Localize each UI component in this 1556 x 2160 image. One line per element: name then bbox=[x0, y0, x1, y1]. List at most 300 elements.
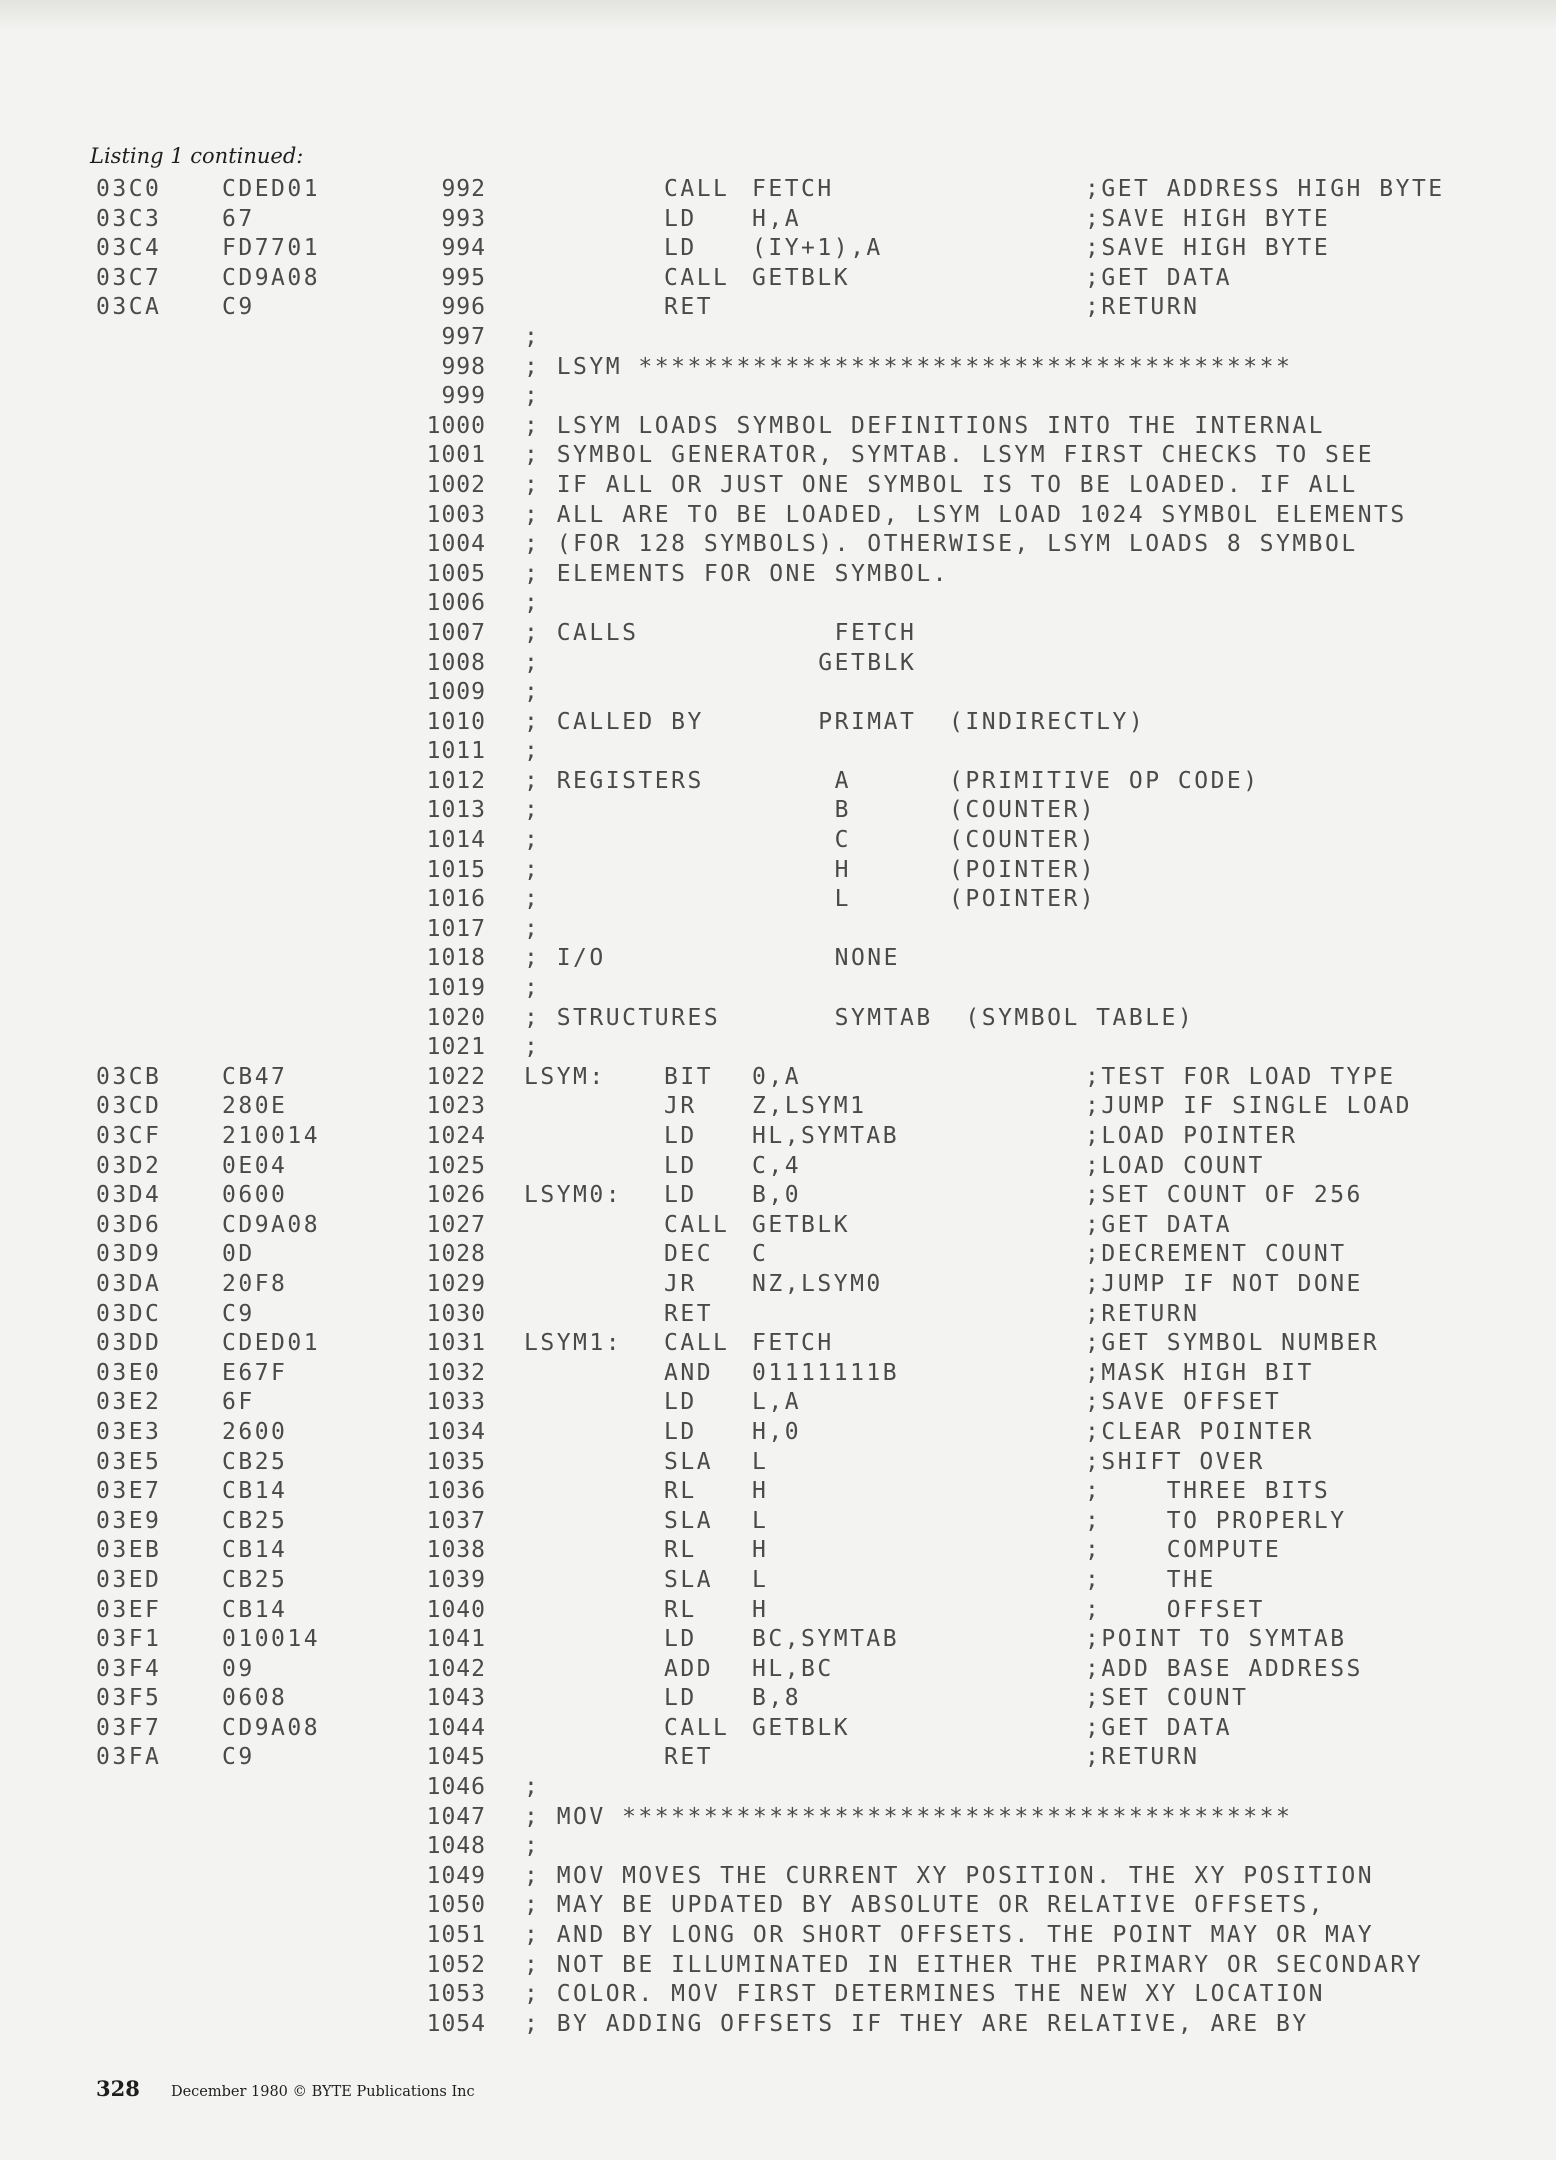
object-code: 0600 bbox=[222, 1182, 288, 1209]
comment: ;SAVE OFFSET bbox=[1085, 1389, 1282, 1416]
listing-row bbox=[0, 530, 1556, 560]
mnemonic: LD bbox=[664, 1123, 697, 1149]
listing-row bbox=[0, 175, 1556, 205]
object-code: CB25 bbox=[222, 1566, 288, 1593]
comment: ; TO PROPERLY bbox=[1085, 1507, 1347, 1534]
comment-text: ; ELEMENTS FOR ONE SYMBOL. bbox=[524, 560, 950, 587]
line-number: 997 bbox=[441, 323, 486, 350]
comment: ;TEST FOR LOAD TYPE bbox=[1085, 1063, 1396, 1090]
object-code: 0E04 bbox=[222, 1152, 288, 1179]
listing-row bbox=[0, 441, 1556, 471]
address: 03CD bbox=[96, 1093, 162, 1120]
line-number: 1024 bbox=[426, 1123, 486, 1149]
operand: H bbox=[752, 1537, 769, 1564]
line-number: 1052 bbox=[426, 1951, 486, 1978]
listing-row bbox=[0, 471, 1556, 501]
line-number: 992 bbox=[441, 176, 486, 202]
line-number: 1038 bbox=[426, 1537, 486, 1564]
mnemonic: LD bbox=[664, 1152, 697, 1179]
listing-row bbox=[0, 767, 1556, 797]
operand: HL,SYMTAB bbox=[752, 1123, 900, 1149]
address: 03DD bbox=[96, 1330, 162, 1357]
comment-text: ; CALLS FETCH bbox=[524, 619, 917, 646]
listing-row bbox=[0, 1240, 1556, 1270]
listing-row bbox=[0, 678, 1556, 708]
comment: ;GET DATA bbox=[1085, 1211, 1233, 1238]
line-number: 1000 bbox=[426, 412, 486, 439]
comment-text: ; SYMBOL GENERATOR, SYMTAB. LSYM FIRST CHECKS TO SEE bbox=[524, 442, 1375, 469]
listing-row bbox=[0, 2010, 1556, 2040]
address: 03DC bbox=[96, 1300, 162, 1327]
mnemonic: BIT bbox=[664, 1063, 714, 1090]
line-number: 1026 bbox=[426, 1182, 486, 1209]
address: 03E7 bbox=[96, 1478, 162, 1505]
comment-text: ; GETBLK bbox=[524, 649, 917, 676]
mnemonic: CALL bbox=[664, 176, 730, 202]
address: 03C0 bbox=[96, 176, 162, 202]
line-number: 998 bbox=[441, 353, 486, 380]
mnemonic: SLA bbox=[664, 1448, 714, 1475]
operand: L bbox=[752, 1507, 769, 1534]
operand: 0,A bbox=[752, 1063, 802, 1090]
mnemonic: RET bbox=[664, 1744, 714, 1771]
line-number: 1020 bbox=[426, 1004, 486, 1031]
page-top-edge bbox=[0, 0, 1556, 30]
comment: ;POINT TO SYMTAB bbox=[1085, 1626, 1347, 1653]
operand: H bbox=[752, 1596, 769, 1623]
listing-row bbox=[0, 1388, 1556, 1418]
mnemonic: LD bbox=[664, 1182, 697, 1209]
listing-row bbox=[0, 1092, 1556, 1122]
comment: ;CLEAR POINTER bbox=[1085, 1418, 1314, 1445]
listing-row bbox=[0, 1418, 1556, 1448]
line-number: 1006 bbox=[426, 590, 486, 617]
object-code: 0608 bbox=[222, 1685, 288, 1712]
listing-row bbox=[0, 353, 1556, 383]
comment: ; THE bbox=[1085, 1566, 1216, 1593]
listing-row bbox=[0, 1063, 1556, 1093]
object-code: 6F bbox=[222, 1389, 255, 1416]
line-number: 1002 bbox=[426, 471, 486, 498]
listing-row bbox=[0, 293, 1556, 323]
listing-row bbox=[0, 619, 1556, 649]
mnemonic: CALL bbox=[664, 264, 730, 291]
comment: ;GET DATA bbox=[1085, 1714, 1233, 1741]
mnemonic: RL bbox=[664, 1596, 697, 1623]
object-code: CB25 bbox=[222, 1448, 288, 1475]
line-number: 1023 bbox=[426, 1093, 486, 1120]
line-number: 1041 bbox=[426, 1626, 486, 1653]
line-number: 1031 bbox=[426, 1330, 486, 1357]
listing-row bbox=[0, 1152, 1556, 1182]
line-number: 999 bbox=[441, 383, 486, 410]
comment-text: ; bbox=[524, 679, 541, 706]
listing-row bbox=[0, 323, 1556, 353]
listing-row bbox=[0, 1211, 1556, 1241]
line-number: 1030 bbox=[426, 1300, 486, 1327]
address: 03F7 bbox=[96, 1714, 162, 1741]
address: 03DA bbox=[96, 1270, 162, 1297]
comment: ;JUMP IF SINGLE LOAD bbox=[1085, 1093, 1412, 1120]
comment-text: ; I/O NONE bbox=[524, 945, 900, 972]
listing-row bbox=[0, 1980, 1556, 2010]
comment-text: ; bbox=[524, 383, 541, 410]
comment-text: ; H (POINTER) bbox=[524, 856, 1097, 883]
line-number: 1009 bbox=[426, 679, 486, 706]
line-number: 1019 bbox=[426, 975, 486, 1002]
listing-row bbox=[0, 708, 1556, 738]
listing-row bbox=[0, 589, 1556, 619]
address: 03E3 bbox=[96, 1418, 162, 1445]
listing-row bbox=[0, 1566, 1556, 1596]
address: 03ED bbox=[96, 1566, 162, 1593]
comment-text: ; C (COUNTER) bbox=[524, 827, 1097, 854]
object-code: C9 bbox=[222, 294, 255, 321]
address: 03CF bbox=[96, 1123, 162, 1149]
line-number: 995 bbox=[441, 264, 486, 291]
listing-row bbox=[0, 1862, 1556, 1892]
object-code: CDED01 bbox=[222, 176, 321, 202]
line-number: 1049 bbox=[426, 1862, 486, 1889]
object-code: FD7701 bbox=[222, 235, 321, 262]
comment-text: ; bbox=[524, 1034, 541, 1061]
listing-row bbox=[0, 1773, 1556, 1803]
comment: ;GET DATA bbox=[1085, 264, 1233, 291]
operand: GETBLK bbox=[752, 264, 851, 291]
listing-row bbox=[0, 1507, 1556, 1537]
operand: B,0 bbox=[752, 1182, 802, 1209]
listing-row bbox=[0, 382, 1556, 412]
listing-row bbox=[0, 1122, 1556, 1152]
operand: FETCH bbox=[752, 1330, 834, 1357]
comment-text: ; bbox=[524, 1833, 541, 1860]
listing-row bbox=[0, 1536, 1556, 1566]
address: 03C4 bbox=[96, 235, 162, 262]
listing-row bbox=[0, 1033, 1556, 1063]
mnemonic: SLA bbox=[664, 1507, 714, 1534]
mnemonic: LD bbox=[664, 1685, 697, 1712]
operand: FETCH bbox=[752, 176, 834, 202]
comment: ;RETURN bbox=[1085, 294, 1200, 321]
line-number: 1027 bbox=[426, 1211, 486, 1238]
line-number: 1044 bbox=[426, 1714, 486, 1741]
comment: ;JUMP IF NOT DONE bbox=[1085, 1270, 1363, 1297]
listing-row bbox=[0, 796, 1556, 826]
line-number: 1050 bbox=[426, 1892, 486, 1919]
comment: ; THREE BITS bbox=[1085, 1478, 1331, 1505]
line-number: 1043 bbox=[426, 1685, 486, 1712]
line-number: 1028 bbox=[426, 1241, 486, 1268]
object-code: 010014 bbox=[222, 1626, 321, 1653]
listing-row bbox=[0, 501, 1556, 531]
object-code: 0D bbox=[222, 1241, 255, 1268]
line-number: 1010 bbox=[426, 708, 486, 735]
comment-text: ; CALLED BY PRIMAT (INDIRECTLY) bbox=[524, 708, 1146, 735]
comment-text: ; bbox=[524, 590, 541, 617]
comment: ;LOAD COUNT bbox=[1085, 1152, 1265, 1179]
comment: ;MASK HIGH BIT bbox=[1085, 1359, 1314, 1386]
address: 03CB bbox=[96, 1063, 162, 1090]
comment-text: ; MAY BE UPDATED BY ABSOLUTE OR RELATIVE OFFSETS, bbox=[524, 1892, 1326, 1919]
line-number: 1029 bbox=[426, 1270, 486, 1297]
line-number: 1042 bbox=[426, 1655, 486, 1682]
listing-row bbox=[0, 205, 1556, 235]
listing-row bbox=[0, 412, 1556, 442]
address: 03D6 bbox=[96, 1211, 162, 1238]
line-number: 1018 bbox=[426, 945, 486, 972]
address: 03F5 bbox=[96, 1685, 162, 1712]
comment-text: ; bbox=[524, 915, 541, 942]
listing-row bbox=[0, 1714, 1556, 1744]
object-code: 67 bbox=[222, 205, 255, 232]
operand: HL,BC bbox=[752, 1655, 834, 1682]
operand: C bbox=[752, 1241, 769, 1268]
line-number: 1034 bbox=[426, 1418, 486, 1445]
listing-row bbox=[0, 1891, 1556, 1921]
listing-row bbox=[0, 234, 1556, 264]
address: 03F1 bbox=[96, 1626, 162, 1653]
listing-row bbox=[0, 1832, 1556, 1862]
listing-row bbox=[0, 974, 1556, 1004]
comment-text: ; REGISTERS A (PRIMITIVE OP CODE) bbox=[524, 767, 1260, 794]
mnemonic: RET bbox=[664, 1300, 714, 1327]
object-code: CD9A08 bbox=[222, 1211, 321, 1238]
comment: ;SHIFT OVER bbox=[1085, 1448, 1265, 1475]
line-number: 1017 bbox=[426, 915, 486, 942]
operand: GETBLK bbox=[752, 1714, 851, 1741]
operand: B,8 bbox=[752, 1685, 802, 1712]
listing-row bbox=[0, 826, 1556, 856]
operand: (IY+1),A bbox=[752, 235, 883, 262]
listing-row bbox=[0, 944, 1556, 974]
listing-row bbox=[0, 1448, 1556, 1478]
address: 03EB bbox=[96, 1537, 162, 1564]
mnemonic: AND bbox=[664, 1359, 714, 1386]
comment-text: ; COLOR. MOV FIRST DETERMINES THE NEW XY LOCATION bbox=[524, 1981, 1326, 2008]
line-number: 1011 bbox=[426, 738, 486, 765]
address: 03F4 bbox=[96, 1655, 162, 1682]
line-number: 1046 bbox=[426, 1774, 486, 1801]
object-code: CB25 bbox=[222, 1507, 288, 1534]
comment-text: ; (FOR 128 SYMBOLS). OTHERWISE, LSYM LOADS 8 SYMBOL bbox=[524, 531, 1358, 558]
listing-row bbox=[0, 1655, 1556, 1685]
mnemonic: JR bbox=[664, 1093, 697, 1120]
line-number: 1001 bbox=[426, 442, 486, 469]
comment-text: ; bbox=[524, 738, 541, 765]
comment-text: ; LSYM **************************************** bbox=[524, 353, 1293, 380]
listing-row bbox=[0, 1951, 1556, 1981]
comment: ; OFFSET bbox=[1085, 1596, 1265, 1623]
operand: L,A bbox=[752, 1389, 802, 1416]
line-number: 1015 bbox=[426, 856, 486, 883]
listing-row bbox=[0, 1921, 1556, 1951]
listing-heading: Listing 1 continued: bbox=[90, 144, 304, 168]
operand: H,A bbox=[752, 205, 802, 232]
listing-row bbox=[0, 560, 1556, 590]
comment: ;SET COUNT OF 256 bbox=[1085, 1182, 1363, 1209]
line-number: 1008 bbox=[426, 649, 486, 676]
comment-text: ; NOT BE ILLUMINATED IN EITHER THE PRIMARY OR SECONDARY bbox=[524, 1951, 1424, 1978]
listing-row bbox=[0, 1477, 1556, 1507]
listing-row bbox=[0, 1270, 1556, 1300]
line-number: 1051 bbox=[426, 1922, 486, 1949]
line-number: 1054 bbox=[426, 2010, 486, 2037]
comment-text: ; MOV MOVES THE CURRENT XY POSITION. THE XY POSITION bbox=[524, 1862, 1375, 1889]
address: 03CA bbox=[96, 294, 162, 321]
comment: ;RETURN bbox=[1085, 1300, 1200, 1327]
line-number: 1013 bbox=[426, 797, 486, 824]
object-code: CB14 bbox=[222, 1537, 288, 1564]
comment: ;GET ADDRESS HIGH BYTE bbox=[1085, 176, 1445, 202]
address: 03E5 bbox=[96, 1448, 162, 1475]
line-number: 1037 bbox=[426, 1507, 486, 1534]
page-footer bbox=[96, 2076, 475, 2101]
mnemonic: JR bbox=[664, 1270, 697, 1297]
publication-credit: December 1980 © BYTE Publications Inc bbox=[170, 2084, 475, 2100]
line-number: 1039 bbox=[426, 1566, 486, 1593]
operand: GETBLK bbox=[752, 1211, 851, 1238]
object-code: 280E bbox=[222, 1093, 288, 1120]
address: 03FA bbox=[96, 1744, 162, 1771]
line-number: 1012 bbox=[426, 767, 486, 794]
comment: ;SET COUNT bbox=[1085, 1685, 1249, 1712]
label: LSYM: bbox=[524, 1063, 606, 1090]
listing-row bbox=[0, 915, 1556, 945]
object-code: CB14 bbox=[222, 1596, 288, 1623]
object-code: CB47 bbox=[222, 1063, 288, 1090]
mnemonic: RL bbox=[664, 1537, 697, 1564]
mnemonic: LD bbox=[664, 1389, 697, 1416]
object-code: E67F bbox=[222, 1359, 288, 1386]
line-number: 1007 bbox=[426, 619, 486, 646]
operand: Z,LSYM1 bbox=[752, 1093, 867, 1120]
comment-text: ; bbox=[524, 323, 541, 350]
listing-row bbox=[0, 885, 1556, 915]
listing-row bbox=[0, 1625, 1556, 1655]
line-number: 1048 bbox=[426, 1833, 486, 1860]
object-code: CB14 bbox=[222, 1478, 288, 1505]
mnemonic: LD bbox=[664, 1626, 697, 1653]
listing-row bbox=[0, 1743, 1556, 1773]
line-number: 1014 bbox=[426, 827, 486, 854]
comment: ;DECREMENT COUNT bbox=[1085, 1241, 1347, 1268]
comment-text: ; LSYM LOADS SYMBOL DEFINITIONS INTO THE INTERNAL bbox=[524, 412, 1326, 439]
mnemonic: CALL bbox=[664, 1330, 730, 1357]
operand: BC,SYMTAB bbox=[752, 1626, 900, 1653]
line-number: 993 bbox=[441, 205, 486, 232]
object-code: 20F8 bbox=[222, 1270, 288, 1297]
object-code: CD9A08 bbox=[222, 264, 321, 291]
listing-row bbox=[0, 1359, 1556, 1389]
line-number: 1022 bbox=[426, 1063, 486, 1090]
listing-row bbox=[0, 1684, 1556, 1714]
mnemonic: RL bbox=[664, 1478, 697, 1505]
label: LSYM1: bbox=[524, 1330, 623, 1357]
line-number: 1003 bbox=[426, 501, 486, 528]
page-number: 328 bbox=[96, 2076, 140, 2101]
comment-text: ; AND BY LONG OR SHORT OFFSETS. THE POINT MAY OR MAY bbox=[524, 1922, 1375, 1949]
comment-text: ; L (POINTER) bbox=[524, 886, 1097, 913]
object-code: CDED01 bbox=[222, 1330, 321, 1357]
object-code: CD9A08 bbox=[222, 1714, 321, 1741]
line-number: 1016 bbox=[426, 886, 486, 913]
comment-text: ; IF ALL OR JUST ONE SYMBOL IS TO BE LOADED. IF ALL bbox=[524, 471, 1358, 498]
address: 03D9 bbox=[96, 1241, 162, 1268]
mnemonic: LD bbox=[664, 205, 697, 232]
line-number: 1004 bbox=[426, 531, 486, 558]
line-number: 1005 bbox=[426, 560, 486, 587]
object-code: 2600 bbox=[222, 1418, 288, 1445]
address: 03D2 bbox=[96, 1152, 162, 1179]
listing-row bbox=[0, 1300, 1556, 1330]
mnemonic: DEC bbox=[664, 1241, 714, 1268]
mnemonic: LD bbox=[664, 235, 697, 262]
line-number: 994 bbox=[441, 235, 486, 262]
comment: ;LOAD POINTER bbox=[1085, 1123, 1298, 1149]
listing-row bbox=[0, 649, 1556, 679]
comment: ;RETURN bbox=[1085, 1744, 1200, 1771]
operand: L bbox=[752, 1566, 769, 1593]
operand: H,0 bbox=[752, 1418, 802, 1445]
mnemonic: CALL bbox=[664, 1211, 730, 1238]
comment: ;ADD BASE ADDRESS bbox=[1085, 1655, 1363, 1682]
listing-row bbox=[0, 856, 1556, 886]
mnemonic: CALL bbox=[664, 1714, 730, 1741]
comment: ;GET SYMBOL NUMBER bbox=[1085, 1330, 1380, 1357]
operand: C,4 bbox=[752, 1152, 802, 1179]
line-number: 1025 bbox=[426, 1152, 486, 1179]
object-code: C9 bbox=[222, 1300, 255, 1327]
listing-row bbox=[0, 737, 1556, 767]
comment-text: ; STRUCTURES SYMTAB (SYMBOL TABLE) bbox=[524, 1004, 1195, 1031]
object-code: 210014 bbox=[222, 1123, 321, 1149]
mnemonic: RET bbox=[664, 294, 714, 321]
comment-text: ; B (COUNTER) bbox=[524, 797, 1097, 824]
line-number: 1032 bbox=[426, 1359, 486, 1386]
operand: NZ,LSYM0 bbox=[752, 1270, 883, 1297]
operand: H bbox=[752, 1478, 769, 1505]
comment: ;SAVE HIGH BYTE bbox=[1085, 205, 1331, 232]
comment: ; COMPUTE bbox=[1085, 1537, 1282, 1564]
mnemonic: ADD bbox=[664, 1655, 714, 1682]
listing-row bbox=[0, 1329, 1556, 1359]
address: 03EF bbox=[96, 1596, 162, 1623]
line-number: 1035 bbox=[426, 1448, 486, 1475]
operand: L bbox=[752, 1448, 769, 1475]
comment-text: ; MOV ***************************************** bbox=[524, 1803, 1293, 1830]
address: 03E0 bbox=[96, 1359, 162, 1386]
line-number: 1053 bbox=[426, 1981, 486, 2008]
listing-row bbox=[0, 1181, 1556, 1211]
listing-row bbox=[0, 1004, 1556, 1034]
mnemonic: LD bbox=[664, 1418, 697, 1445]
label: LSYM0: bbox=[524, 1182, 623, 1209]
line-number: 1021 bbox=[426, 1034, 486, 1061]
listing-row bbox=[0, 1803, 1556, 1833]
comment-text: ; bbox=[524, 1774, 541, 1801]
address: 03C7 bbox=[96, 264, 162, 291]
object-code: 09 bbox=[222, 1655, 255, 1682]
listing-row bbox=[0, 264, 1556, 294]
line-number: 1033 bbox=[426, 1389, 486, 1416]
operand: 01111111B bbox=[752, 1359, 900, 1386]
object-code: C9 bbox=[222, 1744, 255, 1771]
code-listing bbox=[0, 175, 1556, 2039]
comment: ;SAVE HIGH BYTE bbox=[1085, 235, 1331, 262]
address: 03D4 bbox=[96, 1182, 162, 1209]
line-number: 1047 bbox=[426, 1803, 486, 1830]
listing-row bbox=[0, 1596, 1556, 1626]
